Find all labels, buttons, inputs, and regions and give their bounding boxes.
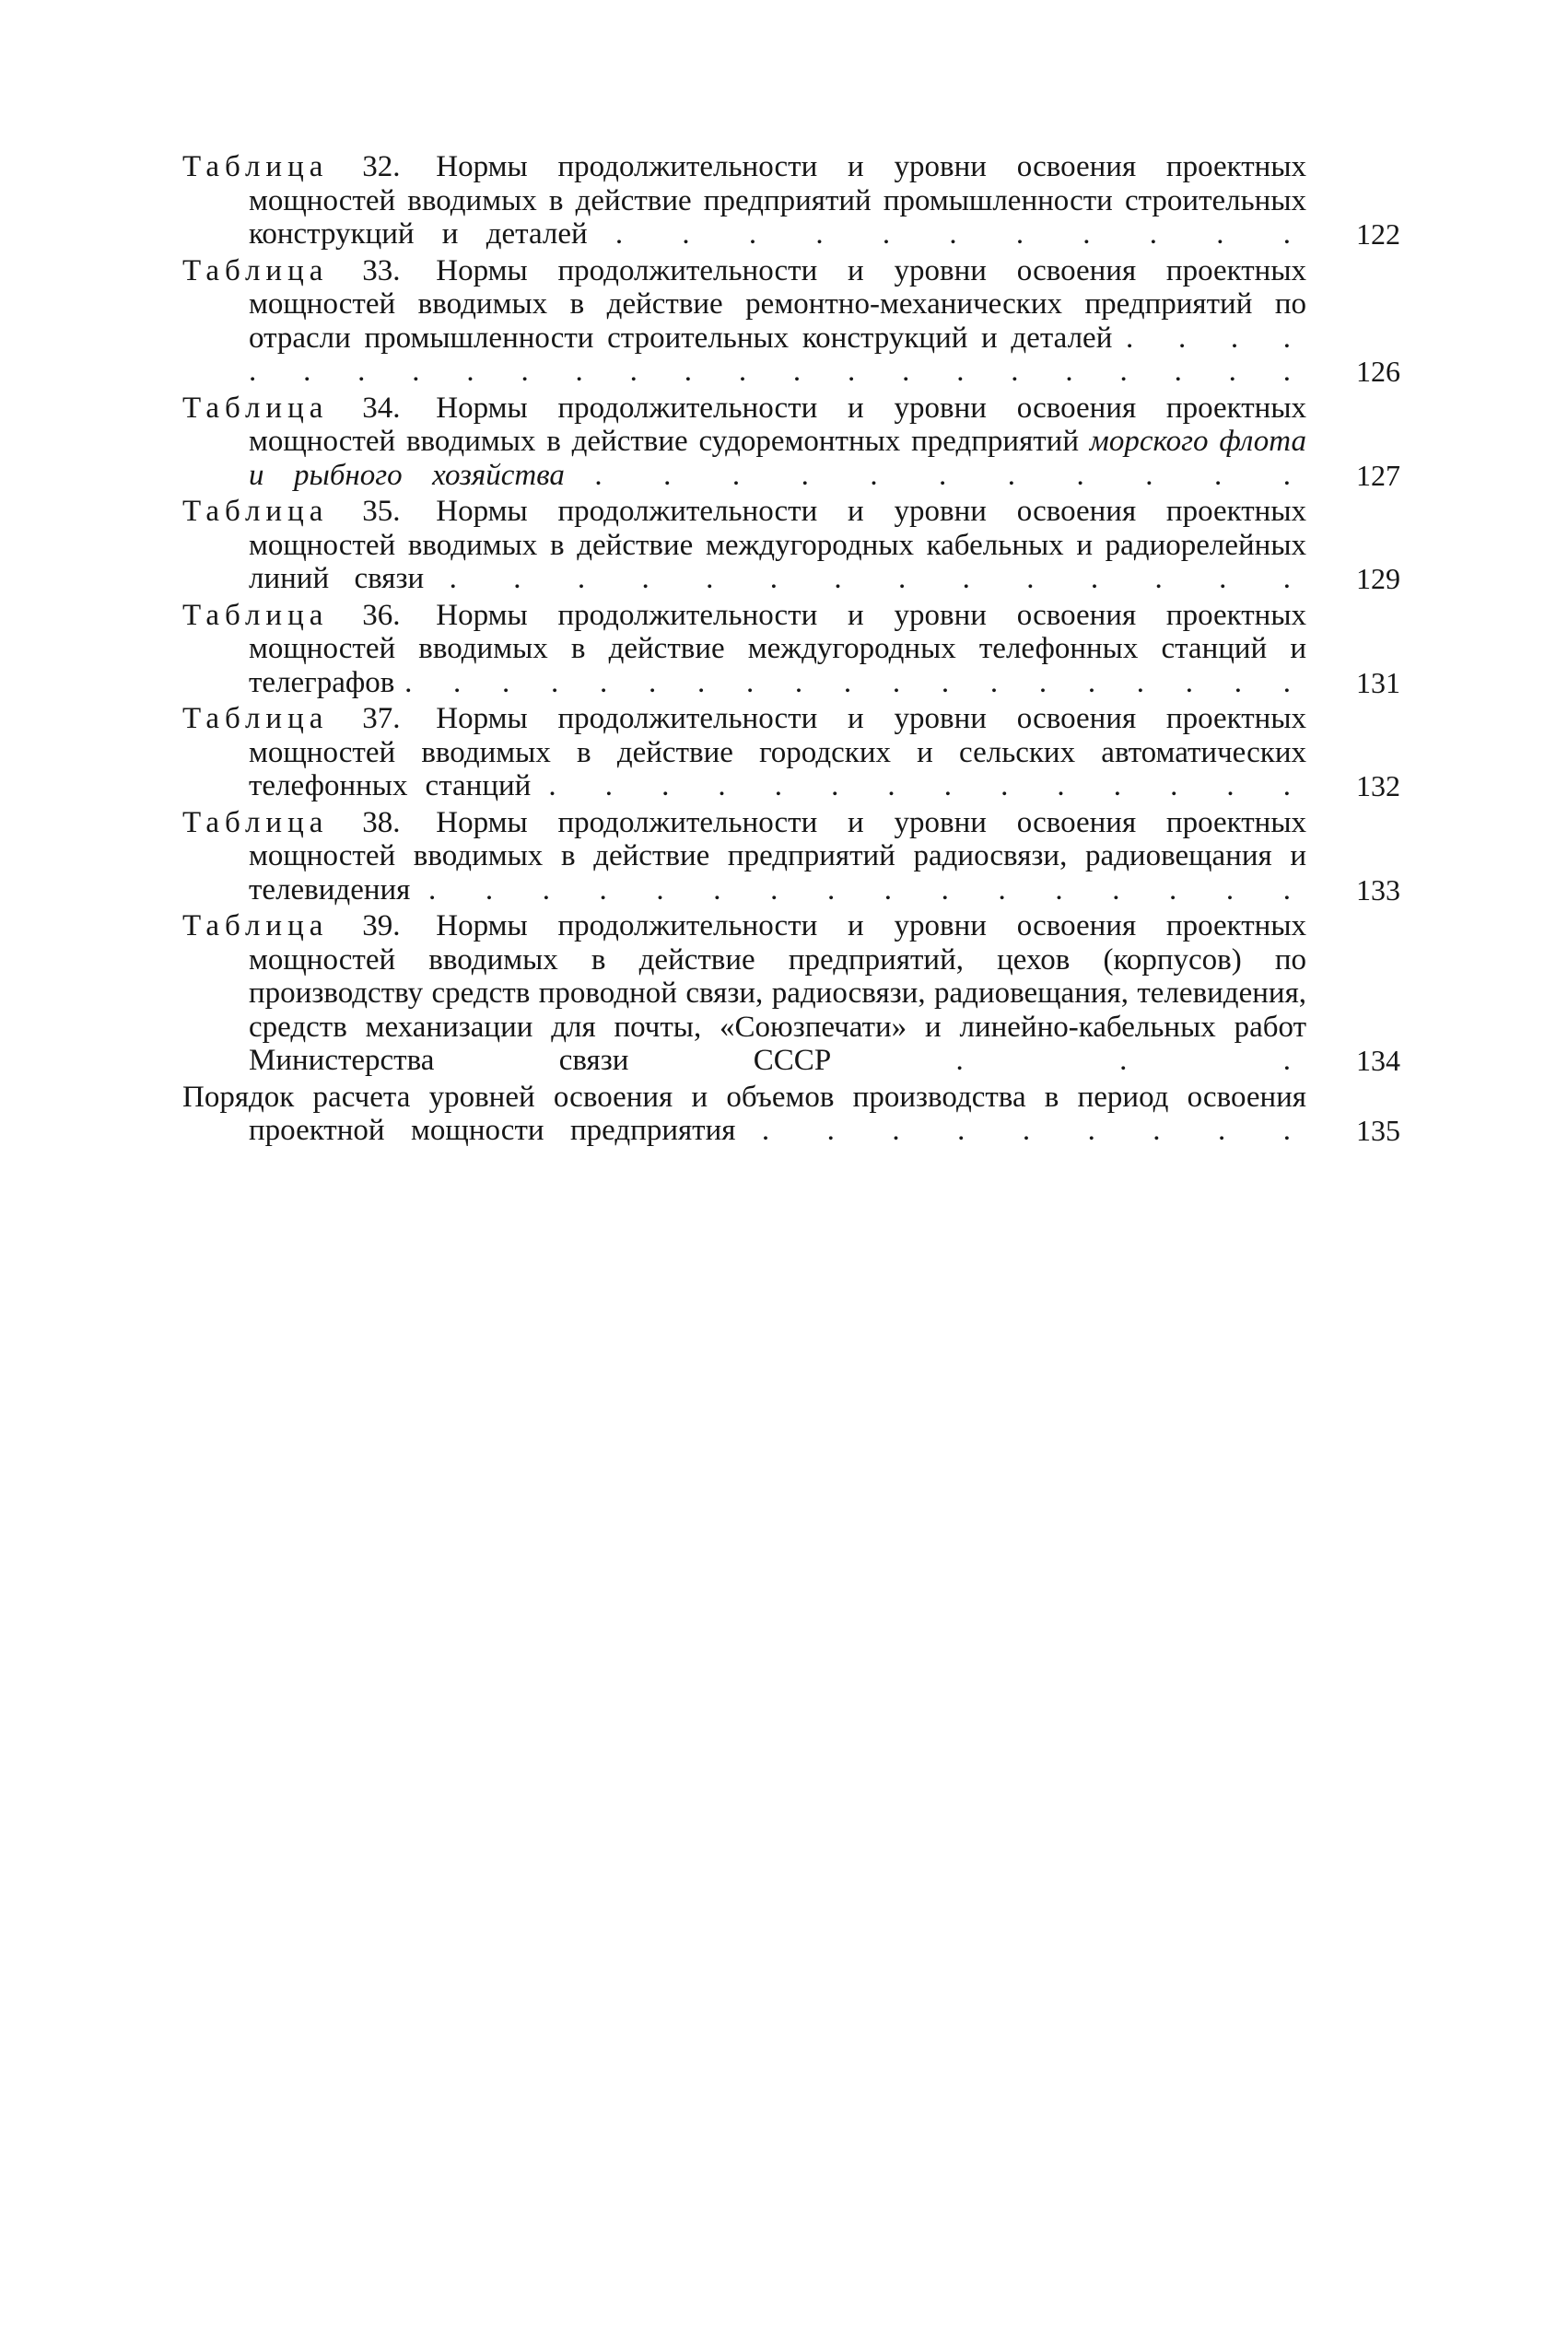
entry-number: 35.	[362, 495, 401, 528]
entry-label: Таблица	[182, 495, 329, 528]
page-number: 132	[1356, 769, 1400, 802]
toc-entry-calculation-procedure	[182, 1081, 1400, 1148]
entry-number: 38.	[362, 805, 401, 839]
dot-leader: . . . . . . . . . . . . . .	[449, 562, 1307, 595]
dot-leader: . . . . . . . . . . . . . . . . . . . . . . . .	[249, 321, 1307, 388]
entry-title-italic: морского флота и рыбного хозяйства	[249, 425, 1306, 492]
entry-title: Нормы продолжительности и уровни освоения проектных мощностей вводимых в действие предприятий радиосвязи, радиовещания и телевидения	[249, 805, 1306, 907]
entry-title: Нормы продолжительности и уровни освоения проектных мощностей вводимых в действие междугородных телефонных станций и телеграфов	[249, 598, 1306, 699]
toc-entry-text	[182, 495, 1306, 596]
dot-leader: . . .	[955, 1044, 1306, 1077]
entry-label: Таблица	[182, 391, 329, 425]
toc-entry-text	[182, 392, 1306, 493]
toc-entry-table-36	[182, 599, 1400, 700]
entry-label: Таблица	[182, 598, 329, 632]
toc-entry-text	[182, 599, 1306, 700]
toc-entry-table-34	[182, 392, 1400, 493]
page-number: 122	[1356, 217, 1400, 251]
entry-number: 32.	[362, 150, 401, 183]
entry-number: 34.	[362, 391, 401, 425]
entry-title: Нормы продолжительности и уровни освоения проектных мощностей вводимых в действие предприятий промышленности строительных конструкций и деталей	[249, 150, 1306, 251]
toc-entry-text	[182, 702, 1306, 803]
toc-entry-table-37	[182, 702, 1400, 803]
entry-label: Таблица	[182, 805, 329, 839]
dot-leader: . . . . . . . . .	[761, 1114, 1307, 1147]
entry-label: Таблица	[182, 702, 329, 735]
toc-entry-table-32	[182, 150, 1400, 252]
page-number: 127	[1356, 458, 1400, 492]
page-number: 134	[1356, 1044, 1400, 1077]
toc-entry-text	[182, 150, 1306, 252]
entry-title: Нормы продолжительности и уровни освоения проектных мощностей вводимых в действие судоремонтных предприятий	[249, 391, 1306, 458]
toc-entry-text	[182, 909, 1306, 1078]
page-number: 133	[1356, 872, 1400, 907]
toc-entry-table-35	[182, 495, 1400, 596]
entry-label: Таблица	[182, 909, 329, 942]
page-number: 135	[1356, 1114, 1400, 1147]
entry-number: 39.	[362, 909, 401, 942]
entry-title: Нормы продолжительности и уровни освоения проектных мощностей вводимых в действие предприятий, цехов (корпусов) по производству средств проводной связи, радиосвязи, радиовещания, телевидения, средств механизации для почты, «Союзпечати» и линейно-кабельных работ Министерства связи СССР	[249, 909, 1306, 1077]
dot-leader: . . . . . . . . . . .	[614, 217, 1306, 251]
toc-entry-table-33	[182, 254, 1400, 389]
entry-title: Порядок расчета уровней освоения и объемов производства в период освоения проектной мощности предприятия	[182, 1080, 1306, 1147]
table-of-contents	[182, 150, 1400, 1151]
entry-title: Нормы продолжительности и уровни освоения проектных мощностей вводимых в действие междугородных кабельных и радиорелейных линий связи	[249, 495, 1306, 595]
dot-leader: . . . . . . . . . . .	[594, 458, 1307, 492]
dot-leader: . . . . . . . . . . . . . . . . . . .	[404, 665, 1307, 699]
toc-entry-text	[182, 806, 1306, 907]
entry-title: Нормы продолжительности и уровни освоения проектных мощностей вводимых в действие ремонтно-механических предприятий по отрасли промышленности строительных конструкций и деталей	[249, 253, 1306, 355]
entry-number: 33.	[362, 253, 401, 287]
entry-number: 37.	[362, 702, 401, 735]
entry-title: Нормы продолжительности и уровни освоения проектных мощностей вводимых в действие городских и сельских автоматических телефонных станций	[249, 702, 1306, 802]
page-number: 131	[1356, 665, 1400, 699]
toc-entry-table-39	[182, 909, 1400, 1078]
toc-entry-text	[182, 254, 1306, 389]
dot-leader: . . . . . . . . . . . . . . . .	[427, 872, 1307, 907]
toc-entry-text	[182, 1081, 1306, 1148]
dot-leader: . . . . . . . . . . . . . .	[548, 769, 1307, 802]
entry-label: Таблица	[182, 150, 329, 183]
page-number: 126	[1356, 355, 1400, 388]
page-number: 129	[1356, 562, 1400, 595]
toc-entry-table-38	[182, 806, 1400, 907]
entry-label: Таблица	[182, 253, 329, 287]
entry-number: 36.	[362, 598, 401, 632]
